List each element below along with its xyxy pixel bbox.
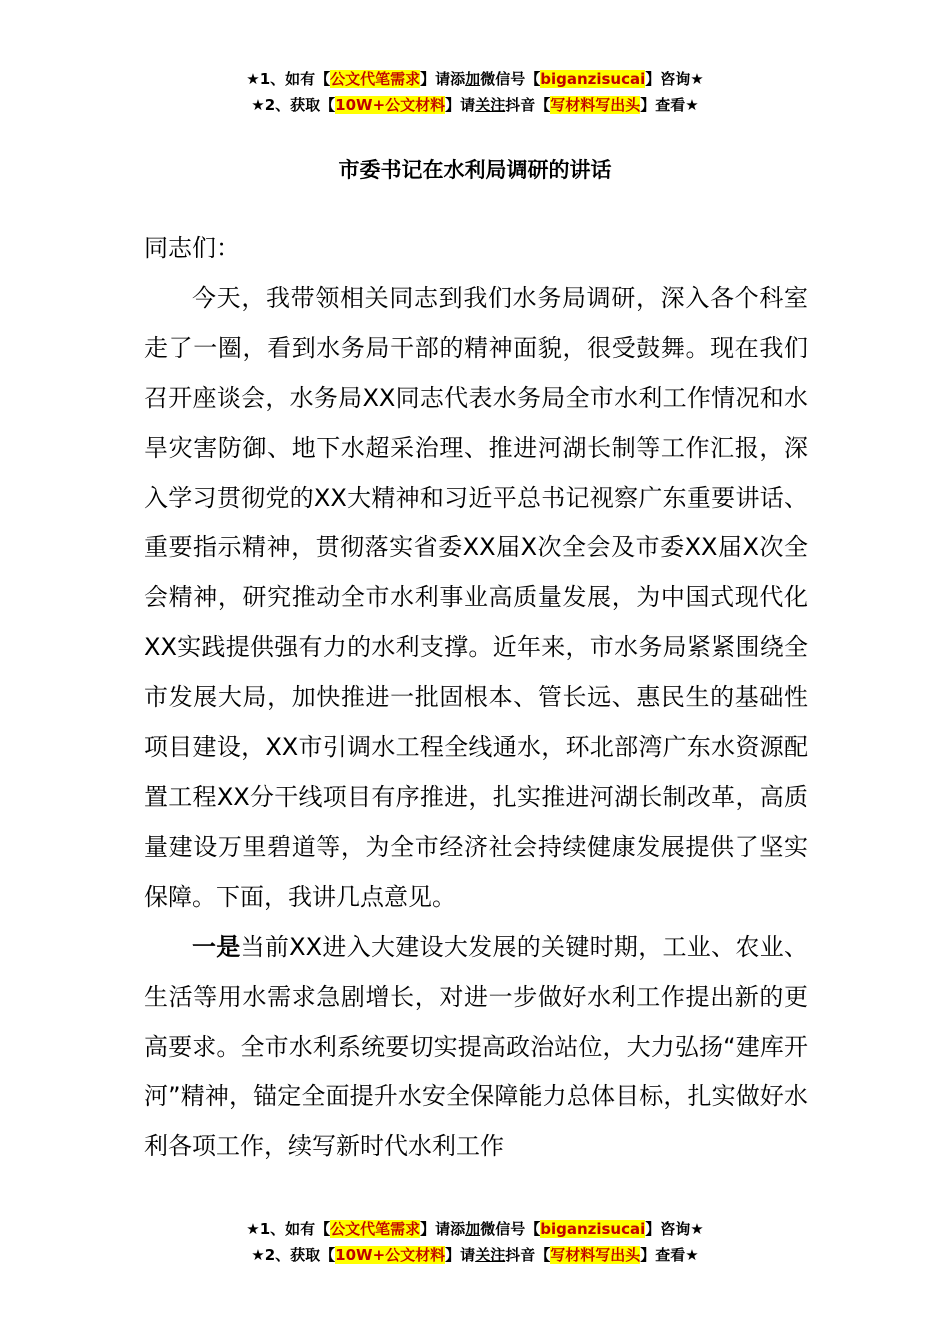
star-icon: ★ [251, 96, 265, 114]
header-banner [0, 66, 950, 118]
star-icon: ★ [246, 70, 260, 88]
star-icon: ★ [690, 70, 704, 88]
highlight-materials: 10W+公文材料 [335, 1246, 446, 1264]
banner-text: 】请 [445, 1246, 476, 1264]
underlined-text: 关注 [475, 96, 506, 114]
highlight-materials: 10W+公文材料 [335, 96, 446, 114]
highlight-douyin-account: 写材料写出头 [550, 1246, 641, 1264]
banner-text: 抖音【 [505, 96, 551, 114]
star-icon: ★ [690, 1220, 704, 1238]
paragraph-2-lead: 一是 [192, 932, 241, 961]
underlined-text: 加 [465, 1220, 481, 1238]
star-icon: ★ [685, 1246, 699, 1264]
banner-text: 抖音【 [505, 1246, 551, 1264]
banner-text: 】请添 [420, 1220, 466, 1238]
banner-text: 1、如有【 [259, 70, 331, 88]
star-icon: ★ [685, 96, 699, 114]
underlined-text: 关注 [475, 1246, 506, 1264]
banner-text: 微信号【 [480, 70, 541, 88]
header-banner-line-1 [0, 66, 950, 92]
banner-text: 】请添 [420, 70, 466, 88]
banner-text: 2、获取【 [264, 1246, 336, 1264]
document-body [144, 224, 808, 1172]
banner-text: 】查看 [640, 96, 686, 114]
highlight-douyin-account: 写材料写出头 [550, 96, 641, 114]
banner-text: 】查看 [640, 1246, 686, 1264]
banner-text: 】咨询 [645, 1220, 691, 1238]
paragraph-2 [144, 923, 808, 1173]
footer-banner [0, 1216, 950, 1268]
header-banner-line-2 [0, 92, 950, 118]
banner-text: 2、获取【 [264, 96, 336, 114]
underlined-text: 加 [465, 70, 481, 88]
footer-banner-line-1 [0, 1216, 950, 1242]
banner-text: 】请 [445, 96, 476, 114]
highlight-ghostwriting: 公文代笔需求 [330, 70, 421, 88]
highlight-wechat-id: biganzisucai [540, 1220, 646, 1238]
salutation: 同志们： [144, 234, 240, 262]
banner-text: 】咨询 [645, 70, 691, 88]
banner-text: 微信号【 [480, 1220, 541, 1238]
banner-text: 1、如有【 [259, 1220, 331, 1238]
document-title: 市委书记在水利局调研的讲话 [338, 158, 612, 182]
footer-banner-line-2 [0, 1242, 950, 1268]
paragraph-2-text: 当前XX进入大建设大发展的关键时期，工业、农业、生活等用水需求急剧增长，对进一步做好水利工作提出新的更高要求。全市水利系统要切实提高政治站位，大力弘扬“建库开河”精神，锚定全面提升水安全保障能力总体目标，扎实做好水利各项工作，续写新时代水利工作 [144, 932, 808, 1161]
star-icon: ★ [246, 1220, 260, 1238]
paragraph-1: 今天，我带领相关同志到我们水务局调研，深入各个科室走了一圈，看到水务局干部的精神面貌，很受鼓舞。现在我们召开座谈会，水务局XX同志代表水务局全市水利工作情况和水旱灾害防御、地下水超采治理、推进河湖长制等工作汇报，深入学习贯彻党的XX大精神和习近平总书记视察广东重要讲话、重要指示精神，贯彻落实省委XX届X次全会及市委XX届X次全会精神，研究推动全市水利事业高质量发展，为中国式现代化XX实践提供强有力的水利支撑。近年来，市水务局紧紧围绕全市发展大局，加快推进一批固根本、管长远、惠民生的基础性项目建设，XX市引调水工程全线通水，环北部湾广东水资源配置工程XX分干线项目有序推进，扎实推进河湖长制改革，高质量建设万里碧道等，为全市经济社会持续健康发展提供了坚实保障。下面，我讲几点意见。 [144, 283, 808, 911]
star-icon: ★ [251, 1246, 265, 1264]
highlight-ghostwriting: 公文代笔需求 [330, 1220, 421, 1238]
highlight-wechat-id: biganzisucai [540, 70, 646, 88]
